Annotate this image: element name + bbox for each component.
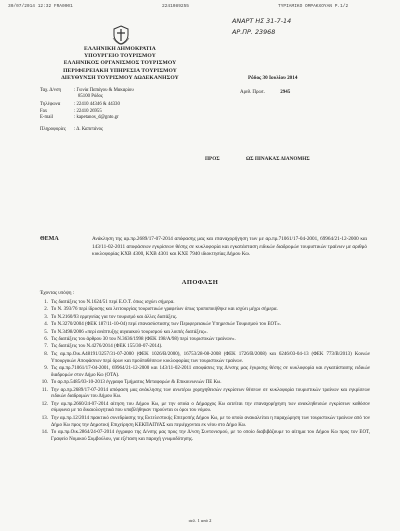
document-date: Ρόδος 30 Ιουλίου 2014 [248, 75, 298, 81]
preamble: Έχοντας υπόψη : [40, 291, 75, 296]
subject-label: ΘΕΜΑ [40, 236, 59, 242]
handwritten-posting-note: ΑΝΑΡΤ ΗΣ 31-7-14 [232, 17, 292, 25]
list-item [37, 330, 370, 337]
list-item [37, 388, 370, 402]
item-number: 10. [41, 380, 48, 386]
org-line: ΔΙΕΥΘΥΝΣΗ ΤΟΥΡΙΣΜΟΥ ΔΩΔΕΚΑΝΗΣΟΥ [61, 74, 179, 81]
item-text: Το αρ.πρ.Οικ.2864/24-07-2014 έγγραφο της Δ/νσης μας προς την Δ/νση Συντονισμού, με το οποίο διαβιβάζουμε το αίτημα του Δήμου Κω προς τον ΕΟΤ, Γραφείο Νομικού Συμβούλου, για εξέταση και παροχή γνωμοδότησης. [51, 430, 370, 442]
recipient-distribution: ΩΣ ΠΙΝΑΚΑΣ ΔΙΑΝΟΜΗΣ [246, 156, 310, 162]
list-item [37, 322, 370, 329]
list-item [37, 337, 370, 344]
fax-header-right: TYPIAMIKO OMPAKXOYAN P.1/2 [278, 4, 349, 9]
list-item [37, 402, 370, 416]
item-number: 3. [44, 314, 48, 320]
contact-key [40, 94, 70, 100]
page-number: σελ. 1 από 2 [188, 518, 212, 523]
coat-of-arms-icon [112, 25, 130, 45]
item-text: Τις αρ.πρ.Οικ.Α48191/3257/31-07-2000 (ΦΕΚ 1026/Β/2000), 16753/28-08-2008 (ΦΕΚ 1726/Β/2008) και 6246/03-04-13 (ΦΕΚ 773/Β/2013) Κοινών Υπουργικών Αποφάσεων περί όρων και προϋποθέσεων κυκλοφορίας των τουριστικών τραίνων. [51, 351, 370, 364]
issuing-authority-block [55, 46, 185, 82]
item-number: 8. [44, 351, 48, 357]
item-number: 9. [44, 365, 48, 371]
decision-title: ΑΠΟΦΑΣΗ [181, 279, 219, 286]
list-item [37, 307, 370, 314]
item-number: 7. [44, 344, 48, 350]
contact-key: Πληροφορίες [40, 127, 66, 133]
item-text: Τις διατάξεις του άρθρου 30 του Ν.3636/1998 (ΦΕΚ 198/Α/98) περί τουριστικών τραίνων». [51, 336, 236, 342]
item-text: Την αρ.πρ.12/2014 πρακτικό συνεδρίασης της Εκτελεστικής Επιτροπής Δήμου Κω, με το οποίο ανακαλείται η παραχώρηση των τουριστικών τραίνων από τον Δήμο Κω προς την Δημοτική Επιχείρηση ΚΕΚΠΑΠΥΑΣ και περιέρχονται εκ νέου στο Δήμο Κω. [51, 415, 370, 428]
contact-value: : Δ. Καπετάνος [74, 127, 103, 133]
list-item [37, 344, 370, 351]
fax-header-left: 30/07/2014 12:32 FRA0001 [8, 4, 73, 9]
item-text: Το Ν.3498/2006 «περί ανάπτυξης αιγαιακού τουρισμού και λοιπές διατάξεις». [51, 329, 208, 335]
org-line: ΠΕΡΙΦΕΡΕΙΑΚΗ ΥΠΗΡΕΣΙΑ ΤΟΥΡΙΣΜΟΥ [63, 67, 177, 74]
org-line: ΥΠΟΥΡΓΕΙΟ ΤΟΥΡΙΣΜΟΥ [84, 53, 156, 60]
item-number: 5. [44, 329, 48, 335]
item-number: 12. [41, 401, 48, 407]
item-number: 14. [41, 430, 48, 436]
list-item [37, 315, 370, 322]
item-text: Τις διατάξεις του Ν.1624/51 περί Ε.Ο.Τ. όπως ισχύει σήμερα. [51, 300, 175, 305]
list-item [37, 430, 370, 444]
list-item [37, 416, 370, 430]
item-text: Το Ν. 393/76 περί ίδρυσης και λειτουργίας τουριστικών γραφείων όπως τροποποιήθηκε και ισχύει μέχρι σήμερα. [51, 307, 278, 313]
fax-header-mid: 2241089255 [162, 4, 190, 9]
list-item [37, 300, 370, 307]
item-number: 2. [44, 307, 48, 313]
protocol-label: Αριθ. Πρωτ. [240, 90, 266, 95]
contact-value: : kapetanos_d@gnto.gr [74, 114, 119, 120]
item-text: Τις διατάξεις του Ν.4276/2014 (ΦΕΚ 155/30-07-2014). [51, 344, 163, 350]
contact-value: 85100 Ρόδος [78, 94, 103, 100]
item-number: 4. [44, 322, 48, 328]
org-line: ΕΛΛΗΝΙΚΟΣ ΟΡΓΑΝΙΣΜΟΣ ΤΟΥΡΙΣΜΟΥ [63, 60, 177, 67]
item-number: 1. [44, 300, 48, 305]
item-number: 13. [41, 415, 48, 421]
subject-text: Ανάκληση της αρ.πρ.2689/17-07-2014 απόφασης μας και επαναχορήγηση των με αρ.πρ.71061/17-04-2001, 69964/21-12-2000 και 143/11-02-2011 αποφάσεων εγκρίσεων θέσης σε κυκλοφορία και εγκατάσταση ειδικών διαδρομών τουριστικών τραίνων με αριθμό κυκλοφορίας ΚΧΒ 4300, ΚΧΒ 4301 και ΚΧΕ 7940 ιδιοκτησίας Δήμου Κω. [92, 236, 367, 258]
contact-key: Τηλέφωνα [40, 102, 61, 108]
item-text: Το αρ.πρ.5485/03-10-2013 έγγραφο Τμήματος Μεταφορών & Επικοινωνιών ΠΕ Κω. [51, 380, 222, 386]
item-text: Το Ν.2160/93 ερμηνείας για τον τουρισμό και άλλες διατάξεις. [51, 314, 178, 320]
list-item [37, 380, 370, 387]
contact-value: : 22410 44346 & 44330 [74, 102, 120, 108]
contact-value: : 22410 26955 [74, 108, 102, 114]
contact-key: E-mail [40, 114, 54, 120]
contact-key: Ταχ. Δ/νση [40, 88, 62, 93]
item-text: Το Ν.3270/2004 (ΦΕΚ 187/11-10-04) περί επανασύστασης των Περιφερειακών Υπηρεσιών Τουρισμού του ΕΟΤ». [51, 322, 281, 328]
contact-row [40, 94, 134, 100]
list-item [37, 366, 370, 380]
protocol-number [240, 90, 290, 95]
contact-row [40, 127, 134, 133]
contact-details [40, 88, 134, 133]
recipient-label: ΠΡΟΣ [205, 156, 220, 162]
item-number: 6. [44, 336, 48, 342]
considerations-list [37, 300, 370, 444]
item-text: Την αρ.πρ.2689/17-07-2014 απόφαση μας ανάκλησης των ανωτέρω χορηγηθεισών εγκρίσεων θέσεων σε κυκλοφορία τουριστικών τραίνων και εγκρίσεων ειδικών διαδρομών του Δήμου Κω. [51, 387, 370, 400]
item-number: 11. [41, 387, 48, 393]
handwritten-protocol-note: ΑΡ.ΠΡ. 23968 [232, 28, 276, 36]
protocol-value: 2945 [280, 90, 291, 95]
org-line: ΕΛΛΗΝΙΚΗ ΔΗΜΟΚΡΑΤΙΑ [84, 46, 156, 52]
contact-value: : Γωνία Παπάγου & Μακαρίου [74, 88, 134, 93]
list-item [37, 352, 370, 366]
contact-key: Fax [40, 108, 48, 114]
item-text: Την αρ.πρ.2660/24-07-2014 αίτηση του Δήμου Κω, με την οποία ο Δήμαρχος Κω αιτείται την επαναχορήγηση των ανακληθεισών εγκρίσεων καθόσον σύμφωνα με τα δικαιολογητικά που υποβλήθηκαν τηρούνται οι όροι του νόμου. [51, 401, 370, 414]
item-text: Τις αρ.πρ.71061/17-04-2001, 69964/21-12-2000 και 143/11-02-2011 αποφάσεις της Δ/νσης μας έγκρισης θέσης σε κυκλοφορία και εγκατάστασης ειδικών διαδρομών στον Δήμο Κω (ΟΤΑ). [51, 365, 370, 378]
